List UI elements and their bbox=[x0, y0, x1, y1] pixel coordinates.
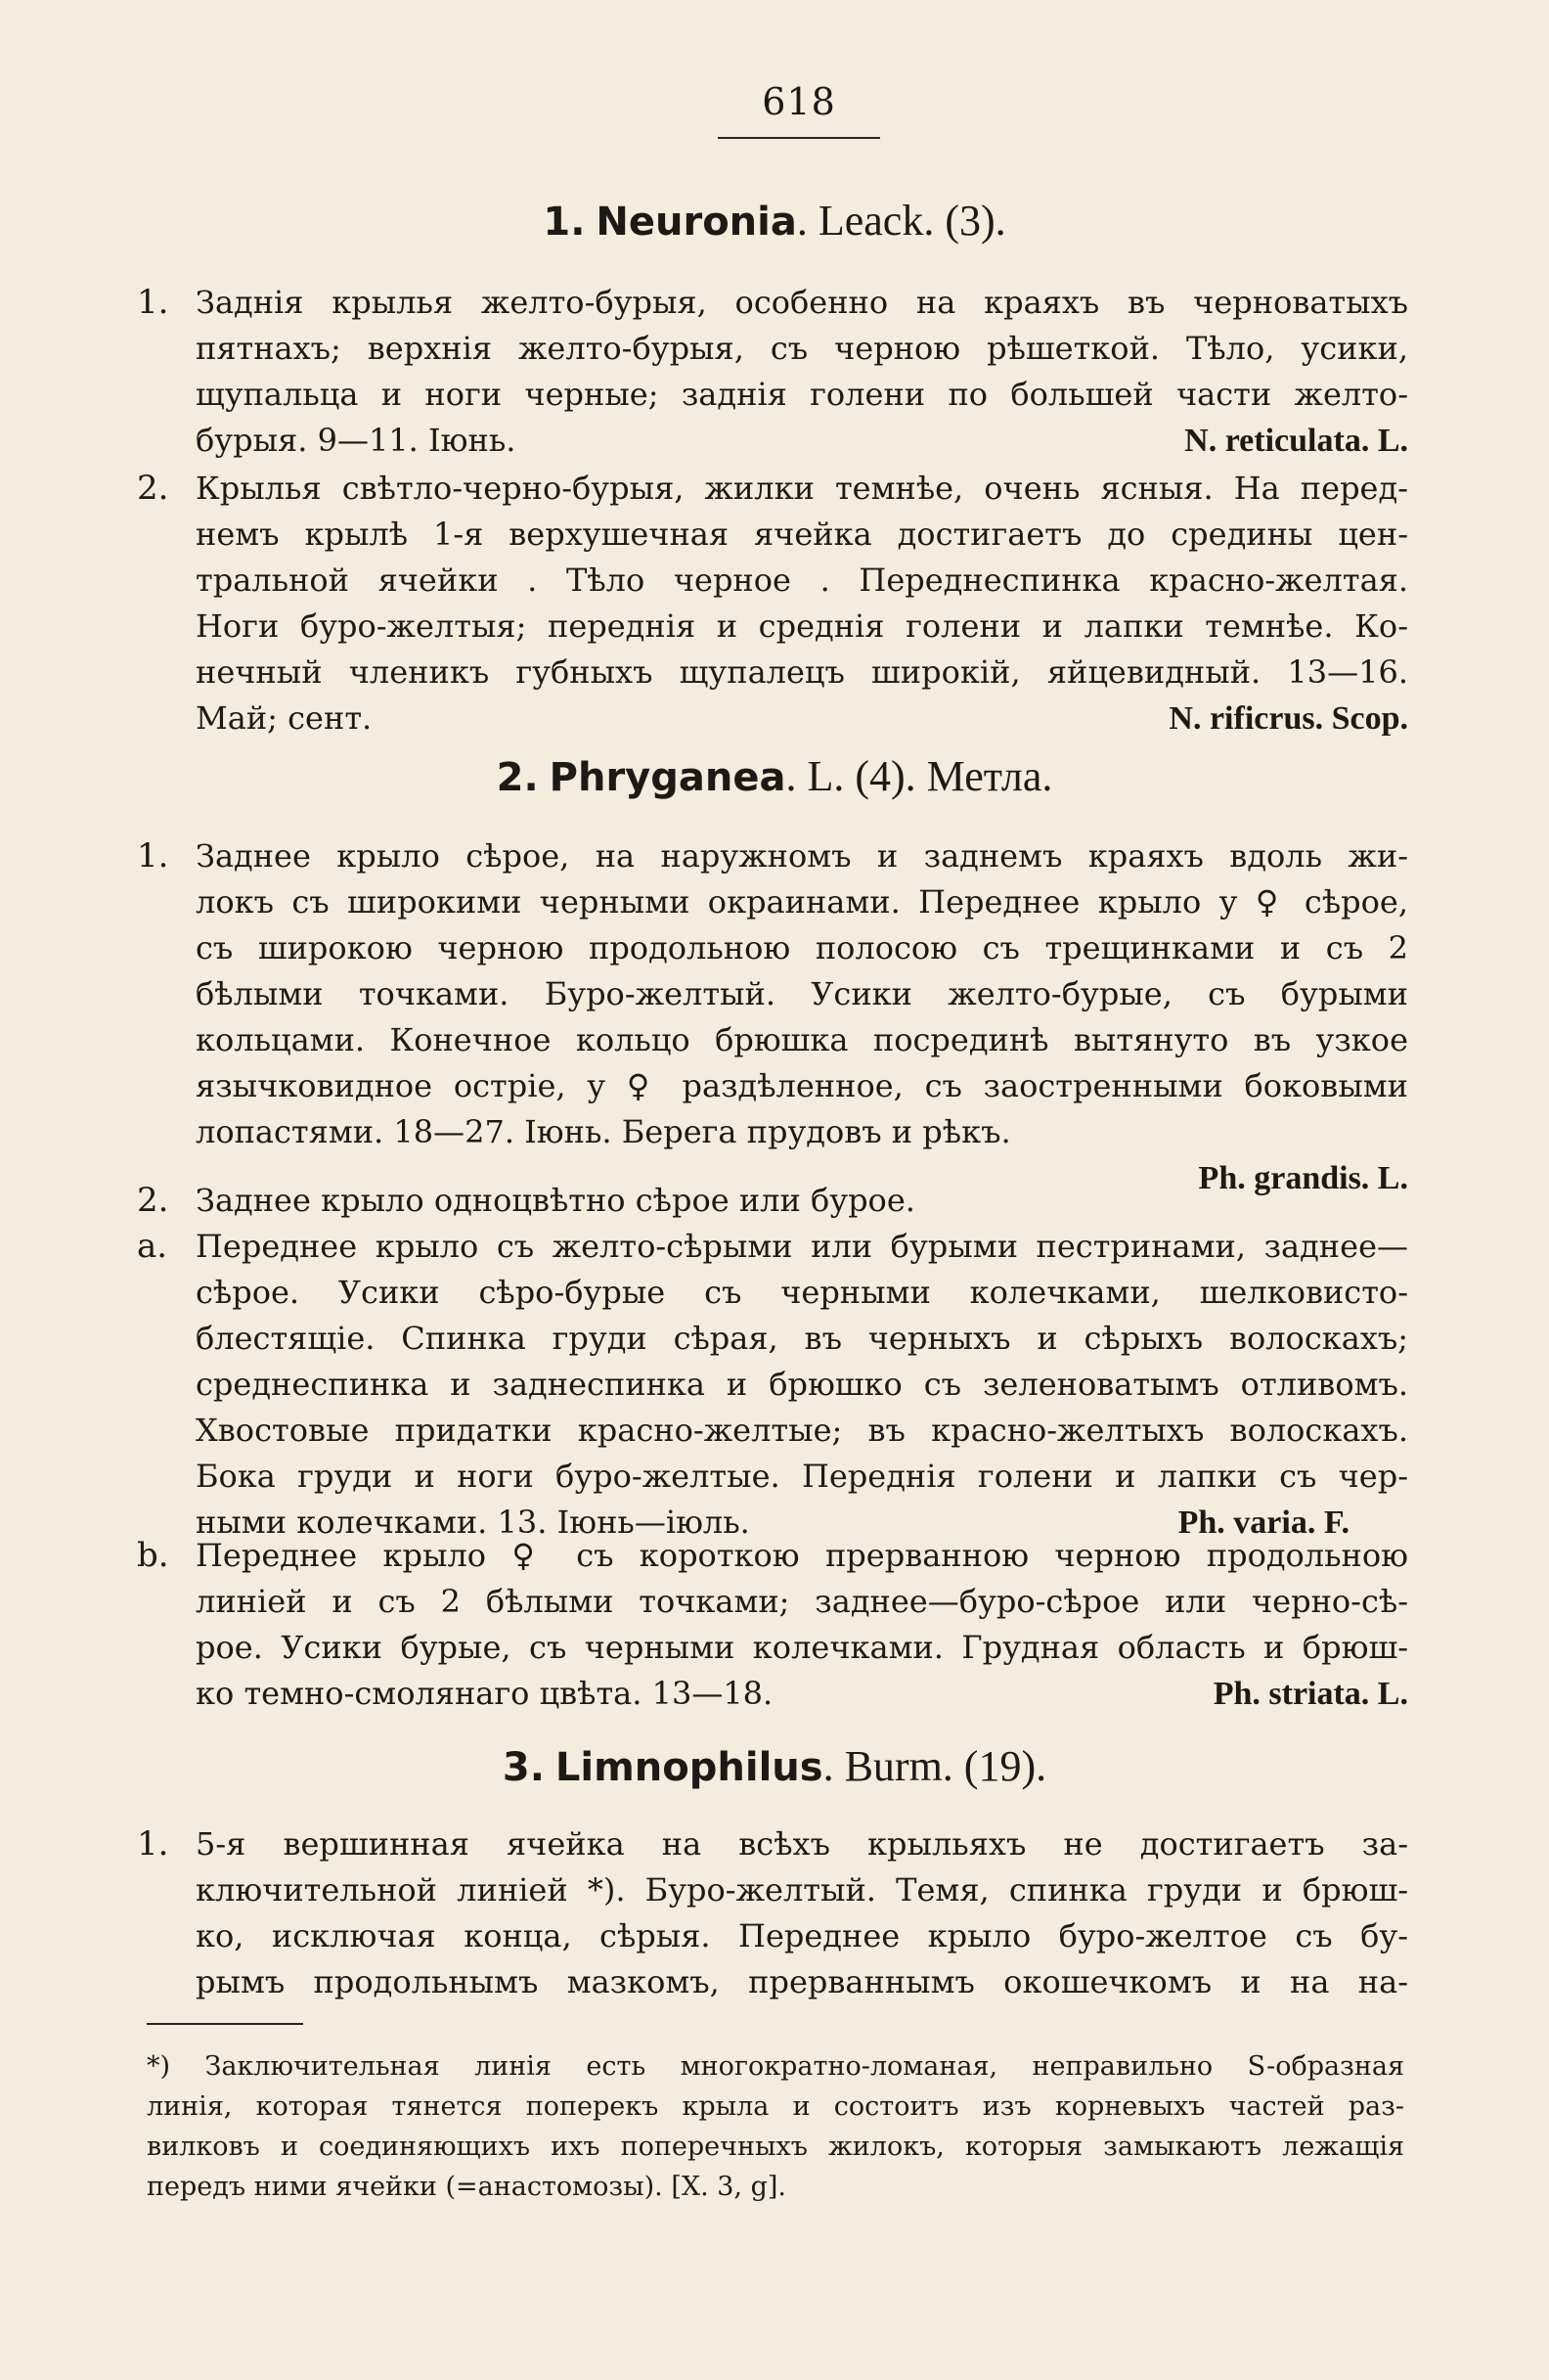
genus-heading-neuronia bbox=[147, 196, 1402, 246]
entry-last-row bbox=[196, 1671, 1408, 1717]
entry-label: 2. bbox=[137, 469, 169, 508]
footnote-line: передъ ними ячейки (=анастомозы). [X. 3, g]. bbox=[147, 2172, 786, 2202]
heading-number: 2. bbox=[496, 755, 539, 800]
entry-line: ко темно-смолянаго цвѣта. 13—18. bbox=[196, 1675, 774, 1712]
entry-line: съ широкою черною продольною полосою съ трещинками и съ 2 bbox=[196, 929, 1408, 966]
entry-label: 1. bbox=[137, 1824, 169, 1864]
species-name: Ph. striata. L. bbox=[1213, 1676, 1408, 1712]
entry-line: Заднее крыло одноцвѣтно сѣрое или бурое. bbox=[196, 1182, 915, 1219]
entry-line: Хвостовые придатки красно-желтые; въ красно-желтыхъ волоскахъ. bbox=[196, 1412, 1408, 1449]
heading-rest: . Leack. (3). bbox=[796, 197, 1006, 245]
entry-line: немъ крылѣ 1-я верхушечная ячейка достигаетъ до средины цен- bbox=[196, 516, 1408, 553]
genus-heading-phryganea bbox=[147, 751, 1402, 801]
heading-genus: Phryganea bbox=[549, 755, 786, 800]
entry-last-row bbox=[196, 696, 1408, 741]
entry-line: Ноги буро-желтыя; переднія и среднія голени и лапки темнѣе. Ко- bbox=[196, 607, 1408, 645]
entry-line: линіей и съ 2 бѣлыми точками; заднее—буро-сѣрое или черно-сѣ- bbox=[196, 1583, 1408, 1620]
footnote-line: *) Заключительная линія есть многократно-ломаная, неправильно S-образная bbox=[147, 2051, 1404, 2082]
entry-last-row bbox=[196, 418, 1408, 464]
entry-label: 2. bbox=[137, 1181, 169, 1220]
key-entry bbox=[137, 466, 1408, 741]
entry-line: блестящіе. Спинка груди сѣрая, въ черныхъ и сѣрыхъ волоскахъ; bbox=[196, 1320, 1408, 1357]
entry-line: локъ съ широкими черными окраинами. Переднее крыло у ♀ сѣрое, bbox=[196, 883, 1408, 921]
entry-label: b. bbox=[137, 1536, 169, 1575]
entry-line: нечный членикъ губныхъ щупалецъ широкій, яйцевидный. 13—16. bbox=[196, 653, 1408, 691]
entry-line: ключительной линіей *). Буро-желтый. Темя, спинка груди и брюш- bbox=[196, 1871, 1408, 1908]
key-entry bbox=[137, 1224, 1408, 1546]
entry-line: рымъ продольнымъ мазкомъ, прерваннымъ окошечкомъ и на на- bbox=[196, 1963, 1408, 2000]
species-name: Ph. varia. F. bbox=[1177, 1504, 1350, 1541]
heading-number: 1. bbox=[543, 200, 586, 245]
entry-label: 1. bbox=[137, 283, 169, 322]
heading-genus: Neuronia bbox=[596, 200, 797, 245]
heading-rest: . L. (4). Метла. bbox=[785, 752, 1053, 800]
entry-line: Заднія крылья желто-бурыя, особенно на краяхъ въ черноватыхъ bbox=[196, 284, 1408, 321]
entry-line: Заднее крыло сѣрое, на наружномъ и заднемъ краяхъ вдоль жи- bbox=[196, 837, 1408, 875]
footnote-rule bbox=[147, 2023, 303, 2025]
footnote-line: вилковъ и соединяющихъ ихъ поперечныхъ жилокъ, которыя замыкаютъ лежащія bbox=[147, 2132, 1404, 2162]
key-entry bbox=[137, 280, 1408, 464]
species-name: N. reticulata. L. bbox=[1184, 423, 1408, 459]
entry-line: пятнахъ; верхнія желто-бурыя, съ черною рѣшеткой. Тѣло, усики, bbox=[196, 330, 1408, 367]
entry-line: Переднее крыло съ желто-сѣрыми или бурыми пестринами, заднее— bbox=[196, 1228, 1408, 1265]
key-entry bbox=[137, 1533, 1408, 1717]
heading-genus: Limnophilus bbox=[554, 1745, 823, 1790]
entry-line: Крылья свѣтло-черно-бурыя, жилки темнѣе, очень ясныя. На перед- bbox=[196, 470, 1408, 507]
entry-label: a. bbox=[137, 1227, 168, 1266]
genus-heading-limnophilus bbox=[147, 1741, 1402, 1791]
entry-line: ными колечками. 13. Іюнь—іюль. bbox=[196, 1504, 750, 1541]
species-name: N. rificrus. Scop. bbox=[1169, 700, 1408, 737]
entry-line: Бока груди и ноги буро-желтые. Переднія голени и лапки съ чер- bbox=[196, 1458, 1408, 1495]
footnote-line: линія, которая тянется поперекъ крыла и состоитъ изъ корневыхъ частей раз- bbox=[147, 2091, 1404, 2122]
heading-rest: . Burm. (19). bbox=[822, 1742, 1047, 1790]
entry-line: Май; сент. bbox=[196, 699, 373, 737]
page-number: 618 bbox=[762, 80, 836, 123]
entry-line: Переднее крыло ♀ съ короткою прерванною черною продольною bbox=[196, 1537, 1408, 1574]
entry-line: язычковидное остріе, у ♀ раздѣленное, съ заостренными боковыми bbox=[196, 1067, 1408, 1104]
entry-line: ко, исключая конца, сѣрыя. Переднее крыло буро-желтое съ бу- bbox=[196, 1917, 1408, 1954]
entry-line: кольцами. Конечное кольцо брюшка посрединѣ вытянуто въ узкое bbox=[196, 1021, 1408, 1058]
page-number-rule bbox=[718, 137, 880, 139]
entry-label: 1. bbox=[137, 836, 169, 876]
key-entry bbox=[137, 833, 1408, 1201]
entry-line: бѣлыми точками. Буро-желтый. Усики желто-бурые, съ бурыми bbox=[196, 975, 1408, 1012]
footnote bbox=[147, 2046, 1404, 2207]
entry-line: 5-я вершинная ячейка на всѣхъ крыльяхъ не достигаетъ за- bbox=[196, 1825, 1408, 1863]
key-entry bbox=[137, 1178, 1408, 1224]
entry-line: лопастями. 18—27. Іюнь. Берега прудовъ и рѣкъ. bbox=[196, 1113, 1011, 1150]
entry-line: бурыя. 9—11. Іюнь. bbox=[196, 422, 516, 459]
entry-line: среднеспинка и заднеспинка и брюшко съ зеленоватымъ отливомъ. bbox=[196, 1366, 1408, 1403]
key-entry bbox=[137, 1821, 1408, 2005]
entry-line: рое. Усики бурые, съ черными колечками. Грудная область и брюш- bbox=[196, 1629, 1408, 1666]
entry-line: тральной ячейки . Тѣло черное . Переднеспинка красно-желтая. bbox=[196, 561, 1408, 599]
heading-number: 3. bbox=[502, 1745, 545, 1790]
species-name: Ph. grandis. L. bbox=[1198, 1160, 1408, 1196]
entry-line: щупальца и ноги черные; заднія голени по большей части желто- bbox=[196, 376, 1408, 413]
entry-line: сѣрое. Усики сѣро-бурые съ черными колечками, шелковисто- bbox=[196, 1274, 1408, 1311]
